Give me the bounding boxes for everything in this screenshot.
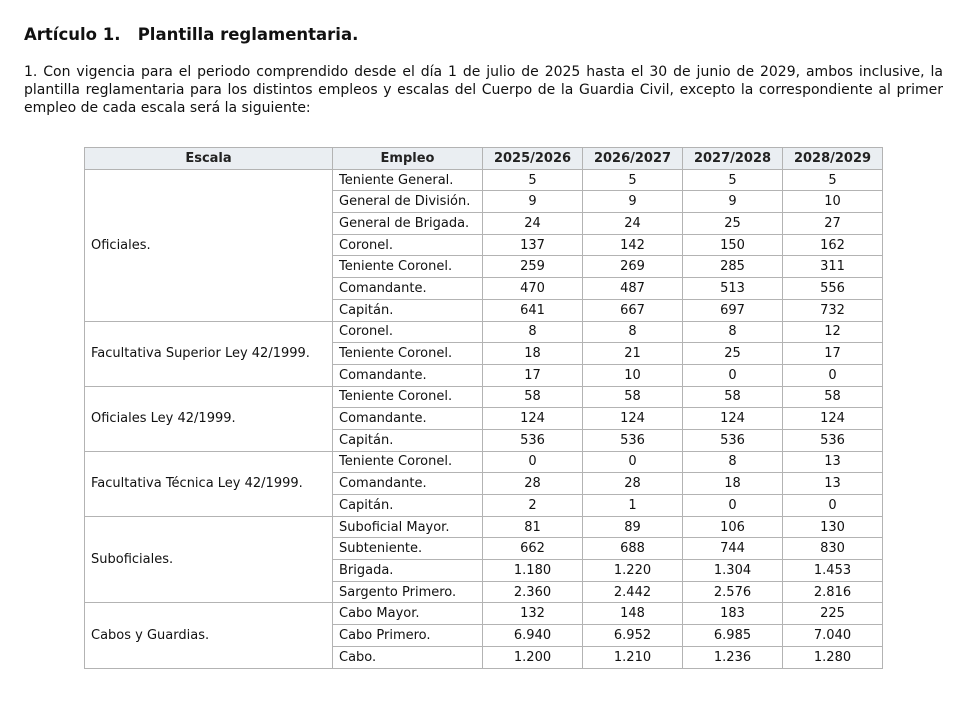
empleo-cell: Teniente Coronel. [333,256,483,278]
value-cell: 24 [583,213,683,235]
escala-cell: Oficiales Ley 42/1999. [85,386,333,451]
value-cell: 2.576 [683,581,783,603]
value-cell: 130 [783,516,883,538]
value-cell: 13 [783,473,883,495]
empleo-cell: Teniente General. [333,169,483,191]
value-cell: 6.985 [683,625,783,647]
value-cell: 106 [683,516,783,538]
value-cell: 5 [583,169,683,191]
table-header-row [85,148,883,170]
value-cell: 183 [683,603,783,625]
value-cell: 697 [683,299,783,321]
value-cell: 556 [783,278,883,300]
header-2026-2027: 2026/2027 [583,148,683,170]
empleo-cell: Teniente Coronel. [333,386,483,408]
empleo-cell: Coronel. [333,234,483,256]
value-cell: 21 [583,343,683,365]
article-paragraph: 1. Con vigencia para el periodo comprendido desde el día 1 de julio de 2025 hasta el 30 de junio de 2029, ambos inclusive, la plantilla reglamentaria para los distintos empleos y escalas del Cuerpo de la Guardia Civil, excepto la correspondiente al primer empleo de cada escala será la siguiente: [24,64,943,116]
empleo-cell: Brigada. [333,560,483,582]
value-cell: 1 [583,495,683,517]
value-cell: 536 [583,429,683,451]
empleo-cell: Teniente Coronel. [333,451,483,473]
value-cell: 25 [683,213,783,235]
value-cell: 225 [783,603,883,625]
value-cell: 58 [783,386,883,408]
table-body [85,169,883,668]
empleo-cell: Sargento Primero. [333,581,483,603]
value-cell: 124 [683,408,783,430]
empleo-cell: Comandante. [333,408,483,430]
value-cell: 1.200 [483,646,583,668]
header-empleo: Empleo [333,148,483,170]
empleo-cell: Cabo. [333,646,483,668]
value-cell: 732 [783,299,883,321]
table-row [85,603,883,625]
value-cell: 10 [783,191,883,213]
header-2027-2028: 2027/2028 [683,148,783,170]
value-cell: 0 [783,495,883,517]
empleo-cell: General de Brigada. [333,213,483,235]
empleo-cell: Subteniente. [333,538,483,560]
value-cell: 132 [483,603,583,625]
value-cell: 12 [783,321,883,343]
value-cell: 536 [783,429,883,451]
escala-cell: Cabos y Guardias. [85,603,333,668]
empleo-cell: Comandante. [333,473,483,495]
table-row [85,451,883,473]
empleo-cell: Teniente Coronel. [333,343,483,365]
empleo-cell: Suboficial Mayor. [333,516,483,538]
plantilla-table [84,147,883,669]
value-cell: 18 [483,343,583,365]
value-cell: 1.280 [783,646,883,668]
escala-cell: Suboficiales. [85,516,333,603]
value-cell: 10 [583,364,683,386]
value-cell: 6.952 [583,625,683,647]
article-name: Plantilla reglamentaria. [137,25,359,44]
value-cell: 0 [683,364,783,386]
value-cell: 285 [683,256,783,278]
value-cell: 137 [483,234,583,256]
escala-cell: Oficiales. [85,169,333,321]
value-cell: 470 [483,278,583,300]
value-cell: 124 [583,408,683,430]
value-cell: 18 [683,473,783,495]
empleo-cell: Cabo Mayor. [333,603,483,625]
header-2025-2026: 2025/2026 [483,148,583,170]
value-cell: 662 [483,538,583,560]
value-cell: 5 [483,169,583,191]
value-cell: 1.304 [683,560,783,582]
value-cell: 27 [783,213,883,235]
value-cell: 513 [683,278,783,300]
value-cell: 5 [783,169,883,191]
escala-cell: Facultativa Técnica Ley 42/1999. [85,451,333,516]
value-cell: 24 [483,213,583,235]
header-2028-2029: 2028/2029 [783,148,883,170]
value-cell: 9 [483,191,583,213]
value-cell: 536 [483,429,583,451]
value-cell: 2.816 [783,581,883,603]
value-cell: 9 [683,191,783,213]
value-cell: 311 [783,256,883,278]
value-cell: 28 [483,473,583,495]
value-cell: 162 [783,234,883,256]
value-cell: 8 [683,321,783,343]
value-cell: 1.180 [483,560,583,582]
value-cell: 7.040 [783,625,883,647]
value-cell: 124 [483,408,583,430]
empleo-cell: Cabo Primero. [333,625,483,647]
table-row [85,516,883,538]
empleo-cell: Coronel. [333,321,483,343]
empleo-cell: General de División. [333,191,483,213]
article-heading [24,25,358,44]
value-cell: 2.360 [483,581,583,603]
value-cell: 28 [583,473,683,495]
value-cell: 2 [483,495,583,517]
value-cell: 641 [483,299,583,321]
value-cell: 5 [683,169,783,191]
value-cell: 1.210 [583,646,683,668]
empleo-cell: Comandante. [333,278,483,300]
empleo-cell: Capitán. [333,495,483,517]
value-cell: 269 [583,256,683,278]
value-cell: 2.442 [583,581,683,603]
value-cell: 0 [683,495,783,517]
value-cell: 58 [483,386,583,408]
value-cell: 667 [583,299,683,321]
value-cell: 688 [583,538,683,560]
table-row [85,321,883,343]
value-cell: 259 [483,256,583,278]
article-number: Artículo 1. [24,25,121,44]
table-row [85,386,883,408]
value-cell: 142 [583,234,683,256]
empleo-cell: Capitán. [333,429,483,451]
value-cell: 148 [583,603,683,625]
value-cell: 1.236 [683,646,783,668]
value-cell: 536 [683,429,783,451]
value-cell: 124 [783,408,883,430]
value-cell: 81 [483,516,583,538]
value-cell: 8 [483,321,583,343]
value-cell: 17 [483,364,583,386]
value-cell: 0 [483,451,583,473]
value-cell: 8 [683,451,783,473]
empleo-cell: Capitán. [333,299,483,321]
empleo-cell: Comandante. [333,364,483,386]
escala-cell: Facultativa Superior Ley 42/1999. [85,321,333,386]
value-cell: 1.220 [583,560,683,582]
value-cell: 9 [583,191,683,213]
value-cell: 150 [683,234,783,256]
value-cell: 0 [783,364,883,386]
value-cell: 6.940 [483,625,583,647]
table-row [85,169,883,191]
value-cell: 25 [683,343,783,365]
value-cell: 17 [783,343,883,365]
value-cell: 58 [583,386,683,408]
value-cell: 13 [783,451,883,473]
value-cell: 487 [583,278,683,300]
value-cell: 1.453 [783,560,883,582]
header-escala: Escala [85,148,333,170]
value-cell: 58 [683,386,783,408]
value-cell: 89 [583,516,683,538]
value-cell: 8 [583,321,683,343]
value-cell: 744 [683,538,783,560]
value-cell: 830 [783,538,883,560]
value-cell: 0 [583,451,683,473]
